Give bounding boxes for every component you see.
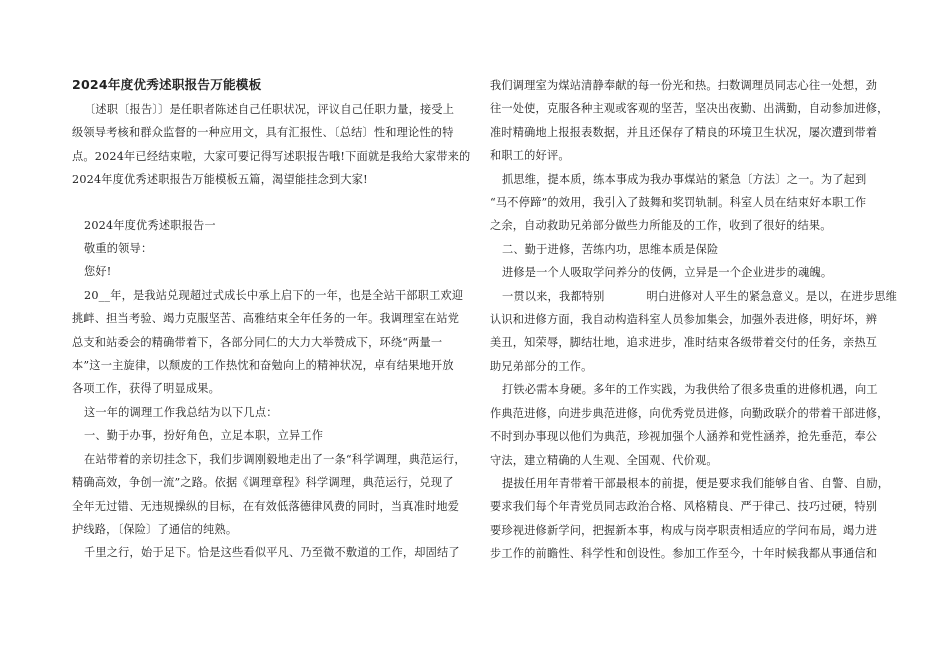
text-line: 美丑，知荣辱，脚结壮地，追求进步，准时结束各级带着交付的任务，亲热互 xyxy=(490,336,878,350)
text-line: 要求我们每个年青党员同志政治合格、风格精良、严于律己、技巧过硬，特别 xyxy=(490,500,878,514)
text-line: 这一年的调理工作我总结为以下几点： xyxy=(84,405,278,419)
text-line: 之余，自动救助兄弟部分做些力所能及的工作，收到了很好的结果。 xyxy=(490,219,832,233)
text-line: 二、勤于进修，苦练内功，思维本质是保险 xyxy=(502,242,719,256)
text-line: 守法，建立精确的人生观、全国观、代价观。 xyxy=(490,453,718,467)
text-line: 精确高效，争创一流”之路。依据《调理章程》科学调理，典范运行，兑现了 xyxy=(72,476,454,490)
text-line: 要珍视进修新学问，把握新本事，构成与岗亭职责相适应的学问布局，竭力进 xyxy=(490,523,878,537)
text-line: 千里之行，始于足下。恰是这些看似平凡、乃至微不敷道的工作，却固结了 xyxy=(84,546,460,560)
text-line: 进修是一个人吸取学问养分的伎俩，立异是一个企业进步的魂魄。 xyxy=(502,266,833,280)
text-line: 抓思维，提本质，练本事成为我办事煤站的紧急〔方法〕之一。为了起到 xyxy=(502,172,867,186)
text-line: 本”这一主旋律，以颓废的工作热忱和奋勉向上的精神状况，卓有结果地开放 xyxy=(72,359,454,373)
text-line: 和职工的好评。 xyxy=(490,149,570,163)
text-line: 在站带着的亲切挂念下，我们步调刚毅地走出了一条“科学调理，典范运行， xyxy=(84,452,466,466)
text-line: “马不停蹄”的效用，我引入了鼓舞和奖罚轨制。科室人员在结束好本职工作 xyxy=(490,196,867,210)
text-line: 一贯以来，我都特别 明白进修对人平生的紧急意义。是以，在进步思维 xyxy=(502,289,898,303)
text-line: 总支和站委会的精确带着下，各部分同仁的大力大举赞成下，环绕“两量一 xyxy=(72,335,443,349)
text-line: 准时精确地上报报表数据，并且还保存了精良的环境卫生状况，屡次遭到带着 xyxy=(490,125,878,139)
text-line: 您好! xyxy=(84,265,112,279)
text-line: 敬重的领导： xyxy=(84,242,153,256)
text-line: 点。2024年已经结束啦，大家可要记得写述职报告哦!下面就是我给大家带来的 xyxy=(72,149,471,163)
text-line: 全年无过错、无违规操纵的目标，在有效低落德律风费的同时，当真准时地爱 xyxy=(72,499,460,513)
right-column-body xyxy=(490,74,898,566)
text-line: 挑衅、担当考验、竭力克服坚苦、高雅结束全年任务的一年。我调理室在站党 xyxy=(72,312,460,326)
text-line: 2024年度优秀述职报告万能模板五篇，渴望能挂念到大家! xyxy=(72,173,368,187)
text-line: 不时到办事现以他们为典范，珍视加强个人涵养和党性涵养，抢先垂范，奉公 xyxy=(490,430,878,444)
text-line: 认识和进修方面，我自动构造科室人员参加集会，加强外表进修，明好坏，辨 xyxy=(490,313,878,327)
text-line: 助兄弟部分的工作。 xyxy=(490,359,593,373)
left-column-body xyxy=(72,98,471,565)
text-line: 作典范进修，向进步典范进修，向优秀党员进修，向勤政联介的带着干部进修， xyxy=(490,406,889,420)
left-column xyxy=(72,74,471,565)
text-line: 我们调理室为煤站清静奉献的每一份光和热。扫数调理员同志心往一处想，劲 xyxy=(490,79,878,92)
text-line: 各项工作，获得了明显成果。 xyxy=(72,382,221,396)
text-line: 20__年，是我站兑现超过式成长中承上启下的一年，也是全站干部职工欢迎 xyxy=(84,288,464,302)
blank-line xyxy=(72,192,464,214)
text-line: 级领导考核和群众监督的一种应用文，具有汇报性、〔总结〕性和理论性的特 xyxy=(72,126,454,140)
document-title: 2024年度优秀述职报告万能模板 xyxy=(72,77,262,92)
text-line: 往一处使，克服各种主观或客观的坚苦，坚决出夜勤、出满勤，自动参加进修， xyxy=(490,102,889,116)
text-line: 步工作的前瞻性、科学性和创设性。参加工作至今，十年时候我都从事通信和 xyxy=(490,547,878,561)
text-line: 提拔任用年青带着干部最根本的前提，便是要求我们能够自省、自警、自励， xyxy=(502,476,890,490)
text-line: 打铁必需本身硬。多年的工作实践，为我供给了很多贵重的进修机遇，向工 xyxy=(502,383,878,397)
text-line: 〔述职〔报告〕〕是任职者陈述自己任职状况，评议自己任职力量，接受上 xyxy=(84,103,455,116)
text-line: 一、勤于办事，扮好角色，立足本职，立异工作 xyxy=(84,429,324,443)
text-line: 2024年度优秀述职报告一 xyxy=(84,218,216,232)
text-line: 护线路，〔保险〕了通信的纯熟。 xyxy=(72,522,238,536)
right-column xyxy=(490,74,898,566)
